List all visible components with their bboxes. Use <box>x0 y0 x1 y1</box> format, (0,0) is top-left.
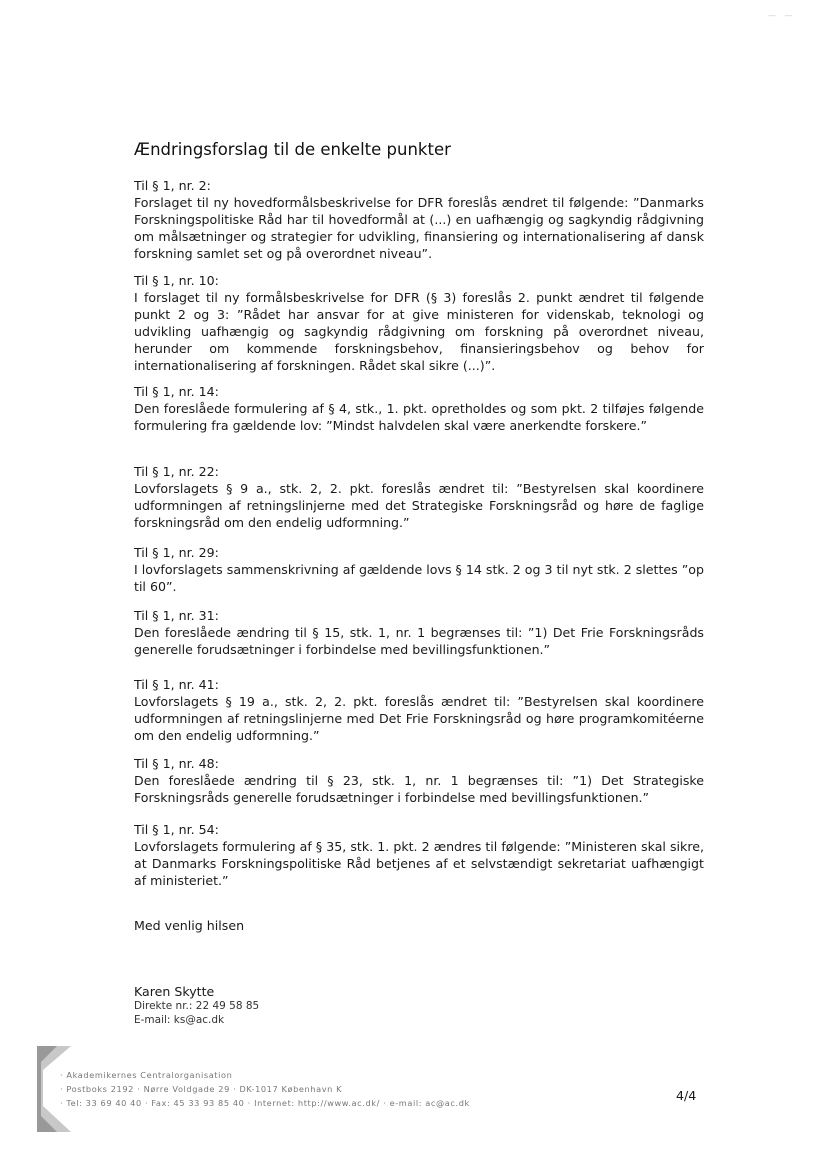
section-body: Lovforslagets formulering af § 35, stk. 1. pkt. 2 ændres til følgende: ”Ministeren skal sikre, at Danmarks Forskningspolitiske Råd betjenes af et selvstændigt sekretariat uafhængigt af ministeriet.” <box>134 838 704 888</box>
amendment-section <box>134 178 704 263</box>
section-ref: Til § 1, nr. 29: <box>134 545 219 560</box>
section-body: Den foreslåede ændring til § 15, stk. 1, nr. 1 begrænses til: ”1) Det Frie Forskningsråds generelle forudsætninger i forbindelse med bevillingsfunktionen.” <box>134 624 704 657</box>
signature-email: E-mail: ks@ac.dk <box>134 1014 225 1026</box>
section-ref: Til § 1, nr. 41: <box>134 677 219 692</box>
amendment-section <box>134 756 704 807</box>
section-ref: Til § 1, nr. 10: <box>134 273 219 288</box>
corner-mark: — — <box>768 11 796 20</box>
amendment-section <box>134 384 704 435</box>
footer-contact: · Tel: 33 69 40 40 · Fax: 45 33 93 85 40 · Internet: http://www.ac.dk/ · e-mail: ac@ac.dk <box>60 1098 470 1108</box>
closing-greeting: Med venlig hilsen <box>134 918 245 933</box>
section-body: Lovforslagets § 9 a., stk. 2, 2. pkt. foreslås ændret til: ”Bestyrelsen skal koordinere udformningen af retningslinjerne med det Strategiske Forskningsråd og høre de faglige forskningsråd om den endelig udformning.” <box>134 480 704 530</box>
section-body: Forslaget til ny hovedformålsbeskrivelse for DFR foreslås ændret til følgende: ”Danmarks Forskningspolitiske Råd har til hovedformål at (...) en uafhængig og sagkyndig rådgivning om målsætninger og strategier for udvikling, finansiering og internationalisering af dansk forskning samlet set og på overordnet niveau”. <box>134 194 704 261</box>
amendment-section <box>134 608 704 659</box>
section-ref: Til § 1, nr. 2: <box>134 178 211 193</box>
amendment-section <box>134 545 704 596</box>
amendment-section <box>134 464 704 532</box>
signature-name: Karen Skytte <box>134 984 215 999</box>
footer-organisation: · Akademikernes Centralorganisation <box>60 1070 233 1080</box>
section-body: I lovforslagets sammenskrivning af gældende lovs § 14 stk. 2 og 3 til nyt stk. 2 slettes ”op til 60”. <box>134 561 704 594</box>
section-ref: Til § 1, nr. 54: <box>134 822 219 837</box>
amendment-section <box>134 677 704 745</box>
signature-direct-phone: Direkte nr.: 22 49 58 85 <box>134 1000 260 1012</box>
section-ref: Til § 1, nr. 22: <box>134 464 219 479</box>
section-body: I forslaget til ny formålsbeskrivelse for DFR (§ 3) foreslås 2. punkt ændret til følgende punkt 2 og 3: ”Rådet har ansvar for at give ministeren for videnskab, teknologi og udvikling uafhængig og sagkyndig rådgivning om forskning på overordnet niveau, herunder om kommende forskningsbehov, finansieringsbehov og behov for internationalisering af forskningen. Rådet skal sikre (...)”. <box>134 289 704 373</box>
section-ref: Til § 1, nr. 48: <box>134 756 219 771</box>
section-ref: Til § 1, nr. 31: <box>134 608 219 623</box>
section-body: Lovforslagets § 19 a., stk. 2, 2. pkt. foreslås ændret til: ”Bestyrelsen skal koordinere udformningen af retningslinjerne med Det Frie Forskningsråd og høre programkomitéerne om den endelig udformning.” <box>134 693 704 743</box>
section-ref: Til § 1, nr. 14: <box>134 384 219 399</box>
section-body: Den foreslåede formulering af § 4, stk., 1. pkt. opretholdes og som pkt. 2 tilføjes følgende formulering fra gældende lov: ”Mindst halvdelen skal være anerkendte forskere.” <box>134 400 704 433</box>
amendment-section <box>134 822 704 890</box>
section-heading: Ændringsforslag til de enkelte punkter <box>134 140 451 159</box>
footer-address: · Postboks 2192 · Nørre Voldgade 29 · DK-1017 København K <box>60 1084 343 1094</box>
page-number: 4/4 <box>676 1088 697 1103</box>
section-body: Den foreslåede ændring til § 23, stk. 1, nr. 1 begrænses til: ”1) Det Strategiske Forskningsråds generelle forudsætninger i forbindelse med bevillingsfunktionen.” <box>134 772 704 805</box>
amendment-section <box>134 273 704 374</box>
